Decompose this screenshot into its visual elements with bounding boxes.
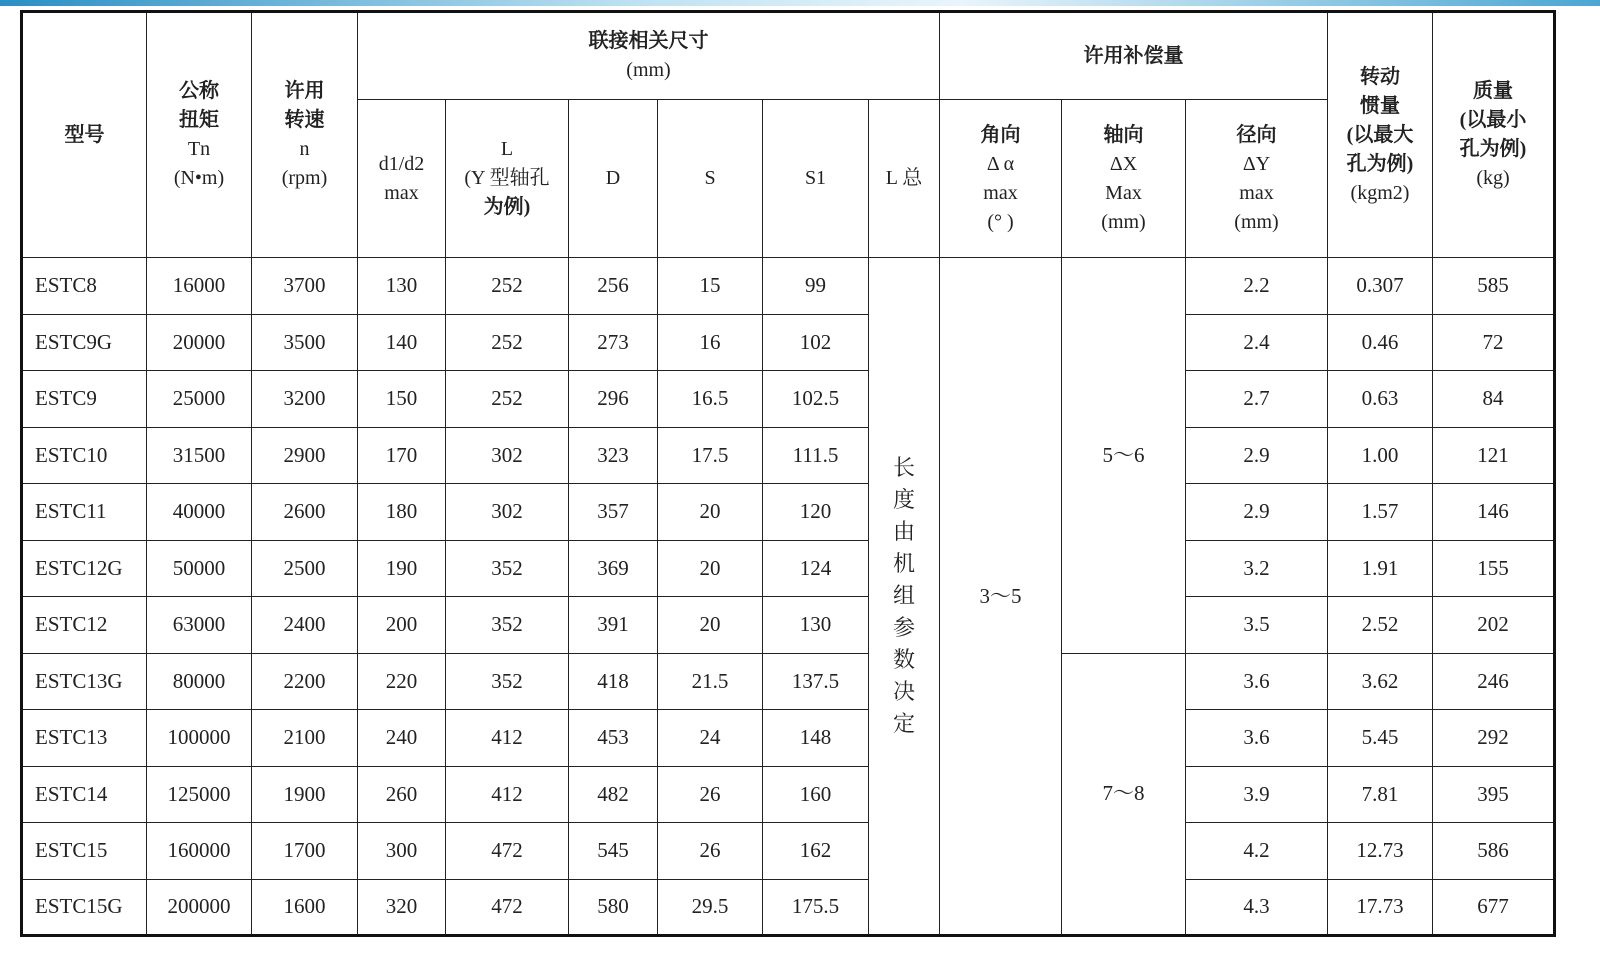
table-row <box>22 597 1555 654</box>
coupling-spec-table <box>20 10 1556 937</box>
header-line: 公称 <box>179 80 219 102</box>
header-line: 转动 <box>1360 65 1400 88</box>
ltotal-note-char: 参 <box>892 615 915 640</box>
cell-d: 180 <box>358 484 446 541</box>
cell-d: 256 <box>569 258 658 315</box>
cell-radial: 3.6 <box>1186 710 1328 767</box>
cell-inertia: 2.52 <box>1328 597 1433 654</box>
cell-radial: 2.2 <box>1186 258 1328 315</box>
cell-angular: 3～5 <box>940 258 1062 936</box>
cell-model: ESTC15 <box>22 823 147 880</box>
cell-d: 220 <box>358 653 446 710</box>
cell-d: 273 <box>569 314 658 371</box>
cell-s1: 162 <box>763 823 869 880</box>
cell-mass: 292 <box>1433 710 1555 767</box>
cell-d: 260 <box>358 766 446 823</box>
cell-s: 16.5 <box>658 371 763 428</box>
header-line: (° ) <box>987 210 1014 233</box>
cell-l: 352 <box>446 597 569 654</box>
header-angular <box>940 100 1062 258</box>
top-banner-strip <box>0 0 1600 6</box>
header-L <box>446 100 569 258</box>
cell-mass: 677 <box>1433 879 1555 936</box>
cell-mass: 84 <box>1433 371 1555 428</box>
header-D: D <box>569 100 658 258</box>
header-line: 许用 <box>284 80 325 102</box>
cell-tn: 25000 <box>147 371 252 428</box>
cell-d: 240 <box>358 710 446 767</box>
cell-radial: 2.9 <box>1186 427 1328 484</box>
table-row <box>22 484 1555 541</box>
cell-n: 1700 <box>252 823 358 880</box>
header-line: 孔为例) <box>1459 138 1527 160</box>
cell-n: 3700 <box>252 258 358 315</box>
cell-l: 252 <box>446 371 569 428</box>
cell-inertia: 3.62 <box>1328 653 1433 710</box>
ltotal-note-char: 定 <box>892 711 915 736</box>
header-inertia <box>1328 12 1433 258</box>
cell-d: 170 <box>358 427 446 484</box>
cell-d: 418 <box>569 653 658 710</box>
cell-s1: 137.5 <box>763 653 869 710</box>
header-line: (mm) <box>1101 210 1146 233</box>
table-row <box>22 879 1555 936</box>
cell-n: 2100 <box>252 710 358 767</box>
cell-model: ESTC13G <box>22 653 147 710</box>
header-line: d1/d2 <box>378 152 425 175</box>
cell-tn: 20000 <box>147 314 252 371</box>
header-line: 惯量 <box>1360 94 1400 117</box>
header-compensation-group: 许用补偿量 <box>940 12 1328 100</box>
cell-n: 2400 <box>252 597 358 654</box>
header-line: 质量 <box>1473 80 1513 102</box>
table-row <box>22 427 1555 484</box>
cell-mass: 155 <box>1433 540 1555 597</box>
header-line: n <box>299 138 310 160</box>
cell-s1: 148 <box>763 710 869 767</box>
cell-s: 21.5 <box>658 653 763 710</box>
cell-model: ESTC9 <box>22 371 147 428</box>
cell-model: ESTC11 <box>22 484 147 541</box>
header-line: L <box>500 138 514 160</box>
header-line: (kg) <box>1476 167 1510 189</box>
cell-mass: 72 <box>1433 314 1555 371</box>
cell-model: ESTC14 <box>22 766 147 823</box>
cell-d: 300 <box>358 823 446 880</box>
header-line: (以最大 <box>1346 123 1414 146</box>
cell-l: 252 <box>446 258 569 315</box>
header-line: (以最小 <box>1459 109 1527 131</box>
cell-radial: 3.5 <box>1186 597 1328 654</box>
cell-radial: 4.3 <box>1186 879 1328 936</box>
header-S1: S1 <box>763 100 869 258</box>
cell-tn: 125000 <box>147 766 252 823</box>
cell-inertia: 0.63 <box>1328 371 1433 428</box>
cell-n: 3200 <box>252 371 358 428</box>
cell-tn: 100000 <box>147 710 252 767</box>
cell-l: 302 <box>446 427 569 484</box>
cell-inertia: 1.00 <box>1328 427 1433 484</box>
table-row <box>22 371 1555 428</box>
cell-tn: 63000 <box>147 597 252 654</box>
cell-mass: 586 <box>1433 823 1555 880</box>
cell-l: 472 <box>446 879 569 936</box>
cell-d: 482 <box>569 766 658 823</box>
cell-s1: 130 <box>763 597 869 654</box>
cell-s1: 102.5 <box>763 371 869 428</box>
header-line: Tn <box>187 138 211 160</box>
cell-tn: 31500 <box>147 427 252 484</box>
cell-model: ESTC15G <box>22 879 147 936</box>
cell-mass: 146 <box>1433 484 1555 541</box>
header-Ltotal: L 总 <box>869 100 940 258</box>
cell-radial: 3.6 <box>1186 653 1328 710</box>
cell-s1: 160 <box>763 766 869 823</box>
ltotal-note-char: 决 <box>892 679 915 704</box>
header-line: (kgm2) <box>1350 181 1410 204</box>
header-line: 扭矩 <box>179 109 219 131</box>
cell-tn: 40000 <box>147 484 252 541</box>
cell-s1: 111.5 <box>763 427 869 484</box>
cell-model: ESTC8 <box>22 258 147 315</box>
cell-l: 412 <box>446 766 569 823</box>
cell-s1: 175.5 <box>763 879 869 936</box>
cell-mass: 202 <box>1433 597 1555 654</box>
ltotal-note-char: 度 <box>892 487 915 512</box>
cell-s: 16 <box>658 314 763 371</box>
cell-n: 3500 <box>252 314 358 371</box>
header-axial <box>1062 100 1186 258</box>
cell-n: 2900 <box>252 427 358 484</box>
cell-d: 296 <box>569 371 658 428</box>
header-line: Max <box>1105 181 1142 204</box>
cell-model: ESTC12 <box>22 597 147 654</box>
cell-d: 200 <box>358 597 446 654</box>
cell-l: 412 <box>446 710 569 767</box>
cell-l: 472 <box>446 823 569 880</box>
cell-l: 252 <box>446 314 569 371</box>
header-line: 角向 <box>980 123 1021 146</box>
header-line: max <box>1239 181 1274 204</box>
cell-radial: 2.7 <box>1186 371 1328 428</box>
table-row <box>22 710 1555 767</box>
cell-d: 130 <box>358 258 446 315</box>
cell-d: 323 <box>569 427 658 484</box>
table-row <box>22 653 1555 710</box>
cell-radial: 3.2 <box>1186 540 1328 597</box>
cell-n: 1900 <box>252 766 358 823</box>
header-d1d2 <box>358 100 446 258</box>
cell-model: ESTC10 <box>22 427 147 484</box>
table-row <box>22 766 1555 823</box>
cell-s: 26 <box>658 823 763 880</box>
header-line: (rpm) <box>281 167 328 189</box>
ltotal-note-char: 机 <box>892 551 915 576</box>
cell-s1: 124 <box>763 540 869 597</box>
header-line: 联接相关尺寸 <box>588 30 709 52</box>
cell-s1: 99 <box>763 258 869 315</box>
ltotal-note-char: 数 <box>892 647 915 672</box>
cell-s: 15 <box>658 258 763 315</box>
cell-radial: 2.4 <box>1186 314 1328 371</box>
cell-inertia: 17.73 <box>1328 879 1433 936</box>
header-S: S <box>658 100 763 258</box>
header-line: (mm) <box>1234 210 1279 233</box>
cell-s: 20 <box>658 540 763 597</box>
header-line: Δ α <box>986 152 1015 175</box>
cell-s: 17.5 <box>658 427 763 484</box>
header-model: 型号 <box>22 12 147 258</box>
cell-axial: 7～8 <box>1062 653 1186 936</box>
cell-l: 352 <box>446 540 569 597</box>
table-body <box>22 258 1555 936</box>
header-line: max <box>983 181 1018 204</box>
cell-mass: 585 <box>1433 258 1555 315</box>
cell-mass: 395 <box>1433 766 1555 823</box>
cell-n: 2200 <box>252 653 358 710</box>
header-torque <box>147 12 252 258</box>
cell-d: 391 <box>569 597 658 654</box>
cell-radial: 4.2 <box>1186 823 1328 880</box>
cell-inertia: 1.91 <box>1328 540 1433 597</box>
header-line: max <box>384 181 419 204</box>
cell-d: 453 <box>569 710 658 767</box>
cell-mass: 121 <box>1433 427 1555 484</box>
cell-n: 1600 <box>252 879 358 936</box>
cell-s: 20 <box>658 484 763 541</box>
cell-tn: 160000 <box>147 823 252 880</box>
ltotal-note-char: 由 <box>892 519 915 544</box>
cell-inertia: 12.73 <box>1328 823 1433 880</box>
cell-axial: 5～6 <box>1062 258 1186 654</box>
cell-radial: 2.9 <box>1186 484 1328 541</box>
ltotal-note-char: 长 <box>892 455 915 480</box>
cell-tn: 200000 <box>147 879 252 936</box>
cell-inertia: 0.307 <box>1328 258 1433 315</box>
cell-mass: 246 <box>1433 653 1555 710</box>
cell-s1: 120 <box>763 484 869 541</box>
cell-tn: 80000 <box>147 653 252 710</box>
header-mass <box>1433 12 1555 258</box>
table-row <box>22 540 1555 597</box>
ltotal-note-char: 组 <box>892 583 915 608</box>
header-dimensions-group <box>358 12 940 100</box>
cell-s: 26 <box>658 766 763 823</box>
cell-s: 24 <box>658 710 763 767</box>
header-line: ΔY <box>1242 152 1271 175</box>
cell-d: 320 <box>358 879 446 936</box>
cell-n: 2600 <box>252 484 358 541</box>
header-line: 孔为例) <box>1346 152 1414 175</box>
cell-d: 545 <box>569 823 658 880</box>
cell-model: ESTC12G <box>22 540 147 597</box>
cell-inertia: 5.45 <box>1328 710 1433 767</box>
header-line: ΔX <box>1109 152 1138 175</box>
cell-radial: 3.9 <box>1186 766 1328 823</box>
cell-s: 29.5 <box>658 879 763 936</box>
cell-n: 2500 <box>252 540 358 597</box>
table-row <box>22 823 1555 880</box>
header-line: 转速 <box>284 109 325 131</box>
header-line: (N•m) <box>173 167 225 189</box>
cell-d: 580 <box>569 879 658 936</box>
cell-d: 357 <box>569 484 658 541</box>
cell-l: 352 <box>446 653 569 710</box>
header-line: 径向 <box>1236 123 1277 146</box>
cell-d: 190 <box>358 540 446 597</box>
cell-model: ESTC9G <box>22 314 147 371</box>
header-line: (mm) <box>626 59 671 81</box>
cell-tn: 16000 <box>147 258 252 315</box>
cell-tn: 50000 <box>147 540 252 597</box>
header-radial <box>1186 100 1328 258</box>
cell-d: 369 <box>569 540 658 597</box>
cell-s: 20 <box>658 597 763 654</box>
cell-s1: 102 <box>763 314 869 371</box>
header-line: (Y 型轴孔 <box>464 167 550 189</box>
cell-l: 302 <box>446 484 569 541</box>
table-row <box>22 314 1555 371</box>
cell-inertia: 0.46 <box>1328 314 1433 371</box>
header-line: 轴向 <box>1103 123 1144 146</box>
table-row <box>22 258 1555 315</box>
cell-d: 140 <box>358 314 446 371</box>
cell-d: 150 <box>358 371 446 428</box>
cell-inertia: 7.81 <box>1328 766 1433 823</box>
cell-ltotal-note <box>869 258 940 936</box>
cell-model: ESTC13 <box>22 710 147 767</box>
header-speed <box>252 12 358 258</box>
cell-inertia: 1.57 <box>1328 484 1433 541</box>
header-line: 为例) <box>483 196 531 218</box>
